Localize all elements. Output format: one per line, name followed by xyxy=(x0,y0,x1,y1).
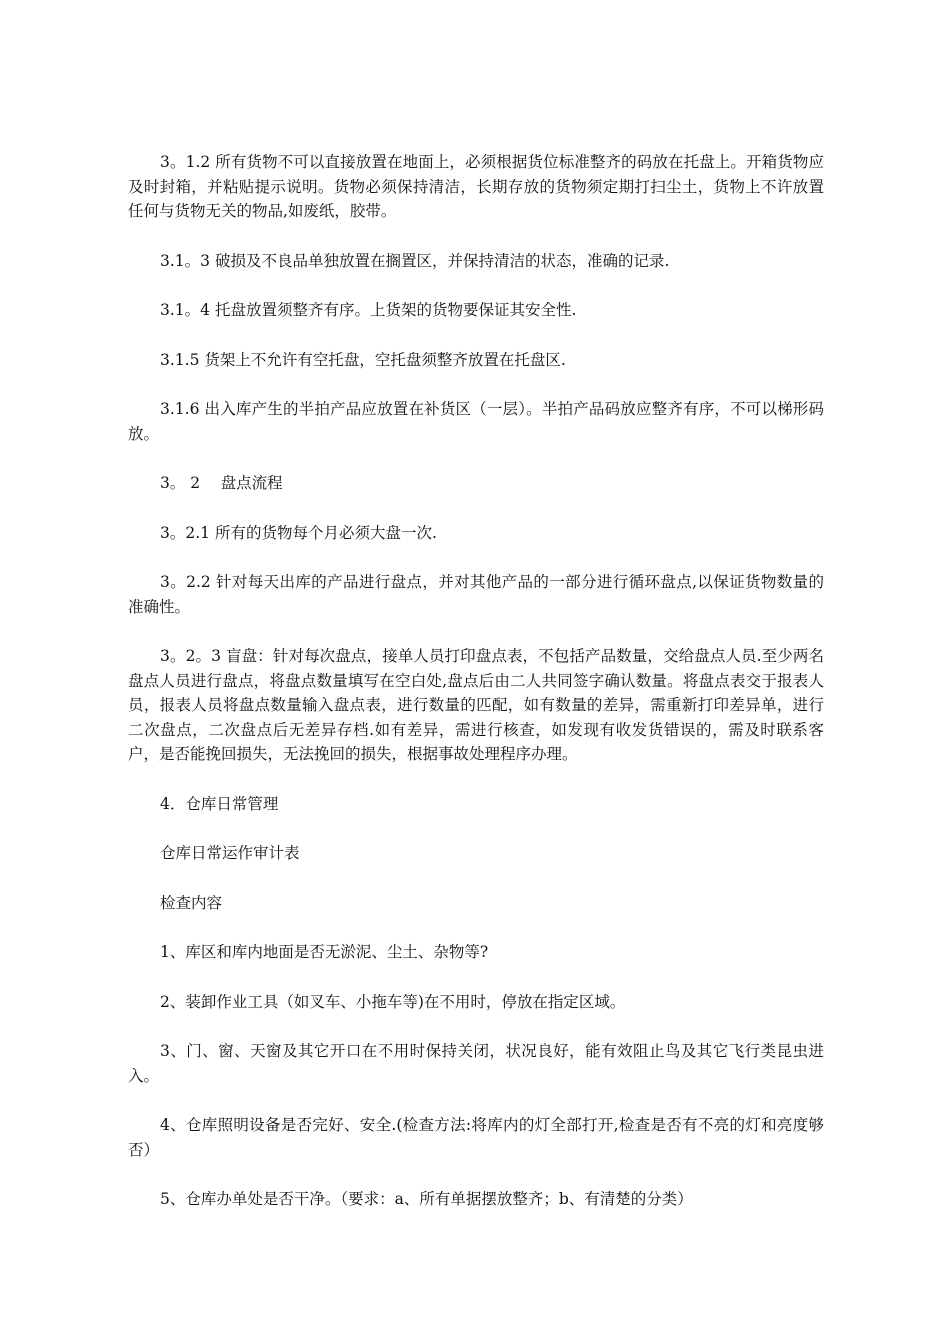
check-item-5: 5、仓库办单处是否干净。（要求：a、所有单据摆放整齐；b、有清楚的分类） xyxy=(160,1190,693,1208)
document-body xyxy=(128,150,824,1237)
paragraph-3-1-3: 3.1。3 破损及不良品单独放置在搁置区，并保持清洁的状态，准确的记录. xyxy=(160,251,670,270)
paragraph-3-1-2: 3。1.2 所有货物不可以直接放置在地面上，必须根据货位标准整齐的码放在托盘上。开箱货物应及时封箱，并粘贴提示说明。货物必须保持清洁，长期存放的货物须定期打扫尘土，货物上不许放置任何与货物无关的物品,如废纸，胶带。 xyxy=(128,153,824,220)
paragraph-3-1-5: 3.1.5 货架上不允许有空托盘，空托盘须整齐放置在托盘区. xyxy=(160,350,566,369)
section-heading-4: 4．仓库日常管理 xyxy=(160,794,279,813)
check-item-1: 1、库区和库内地面是否无淤泥、尘土、杂物等? xyxy=(160,943,489,961)
check-item-4: 4、仓库照明设备是否完好、安全.(检查方法:将库内的灯全部打开,检查是否有不亮的灯和亮度够否） xyxy=(128,1116,824,1159)
check-item-2: 2、装卸作业工具（如叉车、小拖车等)在不用时，停放在指定区域。 xyxy=(160,992,626,1011)
paragraph-3-1-6: 3.1.6 出入库产生的半拍产品应放置在补货区（一层）。半拍产品码放应整齐有序，不可以梯形码放。 xyxy=(128,400,824,443)
section-heading-3-2: 3。 2 盘点流程 xyxy=(160,474,283,492)
paragraph-3-2-1: 3。2.1 所有的货物每个月必须大盘一次. xyxy=(160,523,437,542)
check-item-3: 3、门、窗、天窗及其它开口在不用时保持关闭，状况良好，能有效阻止鸟及其它飞行类昆虫进入。 xyxy=(128,1042,824,1085)
paragraph-3-2-3: 3。2。3 盲盘：针对每次盘点，接单人员打印盘点表，不包括产品数量，交给盘点人员.至少两名盘点人员进行盘点，将盘点数量填写在空白处,盘点后由二人共同签字确认数量。将盘点表交于报表人员，报表人员将盘点数量输入盘点表，进行数量的匹配，如有数量的差异，需重新打印差异单，进行二次盘点，二次盘点后无差异存档.如有差异，需进行核查，如发现有收发货错误的，需及时联系客户，是否能挽回损失，无法挽回的损失，根据事故处理程序办理。 xyxy=(128,647,824,763)
audit-table-title: 仓库日常运作审计表 xyxy=(160,844,300,862)
check-content-heading: 检查内容 xyxy=(160,893,223,912)
paragraph-3-1-4: 3.1。4 托盘放置须整齐有序。上货架的货物要保证其安全性. xyxy=(160,301,577,319)
paragraph-3-2-2: 3。2.2 针对每天出库的产品进行盘点，并对其他产品的一部分进行循环盘点,以保证货物数量的准确性。 xyxy=(128,573,824,616)
